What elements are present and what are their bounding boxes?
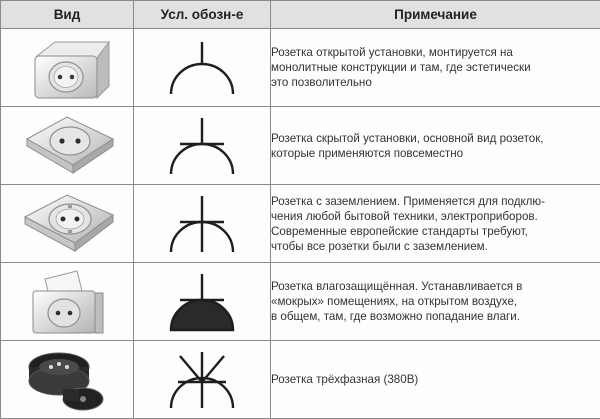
photo-cell (1, 107, 134, 185)
note-line: в общем, там, где возможно попадание влаги. (271, 309, 600, 324)
note-line: Розетка с заземлением. Применяется для подклю- (271, 194, 600, 209)
photo-cell (1, 29, 134, 107)
socket-symbol-concealed (162, 114, 242, 178)
socket-symbol-waterproof (162, 270, 242, 334)
note-line: «мокрых» помещениях, на открытом воздухе, (271, 294, 600, 309)
note-line: Розетка влагозащищённая. Устанавливается в (271, 279, 600, 294)
note-line: Розетка скрытой установки, основной вид розеток, (271, 131, 600, 146)
table-row-grounded (1, 185, 600, 263)
table-row-three-phase (1, 341, 600, 419)
note-cell (271, 107, 600, 185)
note-line: которые применяются повсеместно (271, 146, 600, 161)
note-line: чтобы все розетки были с заземлением. (271, 239, 600, 254)
note-cell (271, 341, 600, 419)
table-row-waterproof (1, 263, 600, 341)
socket-symbol-open (162, 36, 242, 100)
note-line: Розетка открытой установки, монтируется на (271, 45, 600, 60)
header-view: Вид (1, 1, 134, 29)
note-line: Розетка трёхфазная (380В) (271, 372, 600, 387)
table-header-row (1, 1, 600, 29)
photo-cell (1, 185, 134, 263)
symbol-cell (134, 29, 271, 107)
surface-socket-photo (19, 34, 115, 102)
note-line: это позволительно (271, 75, 600, 90)
waterproof-socket-photo (19, 267, 115, 337)
grounded-socket-photo (17, 191, 117, 257)
note-line: Современные европейские стандарты требуют, (271, 224, 600, 239)
symbol-cell (134, 263, 271, 341)
note-cell (271, 185, 600, 263)
symbol-cell (134, 185, 271, 263)
socket-symbol-three-phase (162, 348, 242, 412)
flush-socket-photo (17, 113, 117, 179)
photo-cell (1, 263, 134, 341)
note-line: монолитные конструкции и там, где эстетически (271, 60, 600, 75)
table-row-surface (1, 29, 600, 107)
table-row-flush (1, 107, 600, 185)
photo-cell (1, 341, 134, 419)
note-cell (271, 29, 600, 107)
header-symbol: Усл. обозн-е (134, 1, 271, 29)
header-note: Примечание (271, 1, 600, 29)
three-phase-socket-photo (19, 345, 115, 415)
socket-symbol-grounded (162, 192, 242, 256)
note-cell (271, 263, 600, 341)
symbol-cell (134, 107, 271, 185)
note-line: чения любой бытовой техники, электроприборов. (271, 209, 600, 224)
symbol-cell (134, 341, 271, 419)
